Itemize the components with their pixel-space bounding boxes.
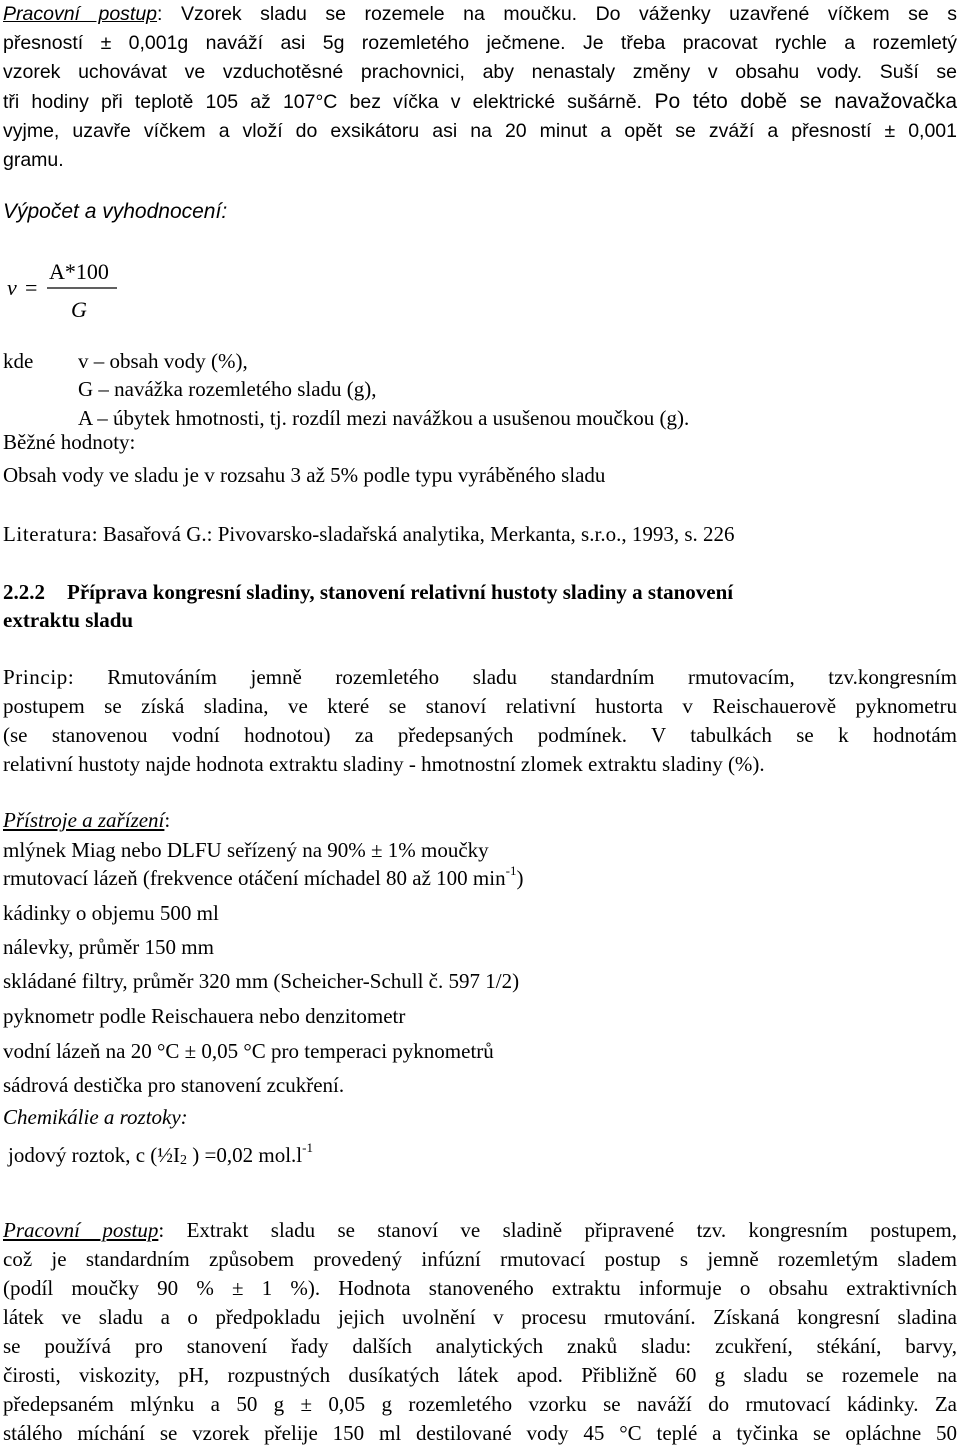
intro-line-2: přesností ± 0,001g naváží asi 5g rozemletého ječmene. Je třeba pracovat rychle a rozemletý bbox=[3, 32, 957, 54]
chemicals-sub: 2 bbox=[180, 1153, 188, 1168]
chemicals-sup: -1 bbox=[302, 1140, 313, 1155]
kde-label: kde bbox=[3, 349, 34, 373]
princip-label: Princip bbox=[3, 665, 68, 689]
equipment-item bbox=[3, 864, 523, 892]
equipment-item-text: rmutovací lázeň (frekvence otáčení míchadel 80 až 100 min bbox=[3, 866, 506, 890]
equipment-heading bbox=[3, 806, 170, 834]
intro-paragraph bbox=[3, 0, 957, 175]
equipment-colon: : bbox=[164, 808, 171, 832]
intro-line-1: : Vzorek sladu se rozemele na moučku. Do váženky uzavřené víčkem se s bbox=[157, 3, 958, 25]
princip-line-4: relativní hustoty najde hodnota extraktu sladiny - hmotnostní zlomek extraktu sladiny (%). bbox=[3, 752, 765, 776]
literature bbox=[3, 520, 735, 548]
procedure-line-2: což je standardním způsobem provedený infúzní rmutovací postup s jemně rozemletým sladem bbox=[3, 1247, 957, 1271]
chemicals-text-a: jodový roztok, c (½I bbox=[8, 1143, 181, 1167]
formula bbox=[5, 253, 135, 333]
typical-text: Obsah vody ve sladu je v rozsahu 3 až 5% podle typu vyráběného sladu bbox=[3, 463, 606, 487]
intro-line-5: vyjme, uzavře víčkem a vloží do exsikátoru asi na 20 minut a opět se zváží a přesností ± 0,001 bbox=[3, 120, 957, 142]
procedure-paragraph bbox=[3, 1216, 957, 1448]
procedure-label: Pracovní postup bbox=[3, 1218, 159, 1242]
formula-lhs: v bbox=[7, 275, 17, 300]
literature-label: Literatura bbox=[3, 522, 92, 546]
calc-heading: Výpočet a vyhodnocení: bbox=[3, 200, 228, 223]
definition-v: v – obsah vody (%), bbox=[78, 349, 248, 373]
definition-g: G – navážka rozemletého sladu (g), bbox=[78, 377, 377, 401]
procedure-line-5: se používá pro stanovení řady dalších analytických znaků sladu: zcukření, stékání, barvy, bbox=[3, 1334, 957, 1358]
formula-numerator: A*100 bbox=[49, 259, 109, 284]
equipment-item: skládané filtry, průměr 320 mm (Scheicher-Schull č. 597 1/2) bbox=[3, 969, 520, 993]
equipment-item: mlýnek Miag nebo DLFU seřízený na 90% ± 1% moučky bbox=[3, 838, 489, 862]
typical-label: Běžné hodnoty: bbox=[3, 430, 136, 454]
literature-text: : Basařová G.: Pivovarsko-sladařská analytika, Merkanta, s.r.o., 1993, s. 226 bbox=[91, 522, 735, 546]
equipment-item-sup: -1 bbox=[505, 863, 517, 878]
equipment-item: kádinky o objemu 500 ml bbox=[3, 901, 219, 925]
chemicals-text-b: ) =0,02 mol.l bbox=[187, 1143, 303, 1167]
formula-denominator: G bbox=[71, 297, 87, 322]
equipment-item-tail: ) bbox=[516, 866, 524, 890]
section-title-line-2: extraktu sladu bbox=[3, 608, 134, 632]
procedure-line-3: (podíl moučky 90 % ± 1 %). Hodnota stanoveného extraktu informuje o obsahu extraktivních bbox=[3, 1276, 957, 1300]
princip-line-3: (se stanovenou vodní hodnotou) za předepsaných podmínek. V tabulkách se k hodnotám bbox=[3, 723, 957, 747]
equipment-label: Přístroje a zařízení bbox=[3, 808, 165, 832]
princip-paragraph bbox=[3, 663, 957, 779]
equipment-item: nálevky, průměr 150 mm bbox=[3, 935, 214, 959]
intro-line-3: vzorek uchovávat ve vzduchotěsné prachovnici, aby nenastaly změny v obsahu vody. Suší se bbox=[3, 61, 957, 83]
princip-line-1: : Rmutováním jemně rozemletého sladu standardním rmutovacím, tzv.kongresním bbox=[67, 665, 957, 689]
procedure-line-7: předepsaném mlýnku a 50 g ± 0,05 g rozemletého vzorku se naváží do rmutovací kádinky. Za bbox=[3, 1392, 957, 1416]
section-number: 2.2.2 bbox=[3, 580, 45, 604]
section-title-line-1: Příprava kongresní sladiny, stanovení relativní hustoty sladiny a stanovení bbox=[67, 580, 734, 604]
chemicals-label: Chemikálie a roztoky: bbox=[3, 1105, 188, 1129]
procedure-line-1: : Extrakt sladu se stanoví ve sladině připravené tzv. kongresním postupem, bbox=[158, 1218, 958, 1242]
intro-line-6: gramu. bbox=[3, 149, 64, 171]
chemicals-item bbox=[8, 1141, 313, 1169]
intro-label: Pracovní postup bbox=[3, 3, 158, 25]
intro-line-4: tři hodiny při teplotě 105 až 107°C bez víčka v elektrické sušárně. bbox=[3, 91, 642, 113]
equipment-item: sádrová destička pro stanovení zcukření. bbox=[3, 1073, 345, 1097]
section-heading bbox=[3, 578, 733, 606]
equipment-item: vodní lázeň na 20 °C ± 0,05 °C pro temperaci pyknometrů bbox=[3, 1039, 494, 1063]
definition-a: A – úbytek hmotnosti, tj. rozdíl mezi navážkou a usušenou moučkou (g). bbox=[78, 406, 690, 430]
formula-eq: = bbox=[25, 275, 38, 300]
intro-line-4-tail: Po této době se navažovačka bbox=[641, 90, 958, 113]
procedure-line-4: látek ve sladu a o předpokladu jejich uvolnění v procesu rmutování. Získaná kongresní sladina bbox=[3, 1305, 957, 1329]
procedure-line-6: čirosti, viskozity, pH, rozpustných dusíkatých látek apod. Přibližně 60 g sladu se rozemele na bbox=[3, 1363, 957, 1387]
princip-line-2: postupem se získá sladina, ve které se stanoví relativní hustorta v Reischauerově pyknometru bbox=[3, 694, 957, 718]
equipment-item: pyknometr podle Reischauera nebo denzitometr bbox=[3, 1004, 406, 1028]
procedure-line-8: stálého míchání se vzorek přelije 150 ml destilované vody 45 °C teplé a tyčinka se opláchne 50 bbox=[3, 1421, 957, 1445]
